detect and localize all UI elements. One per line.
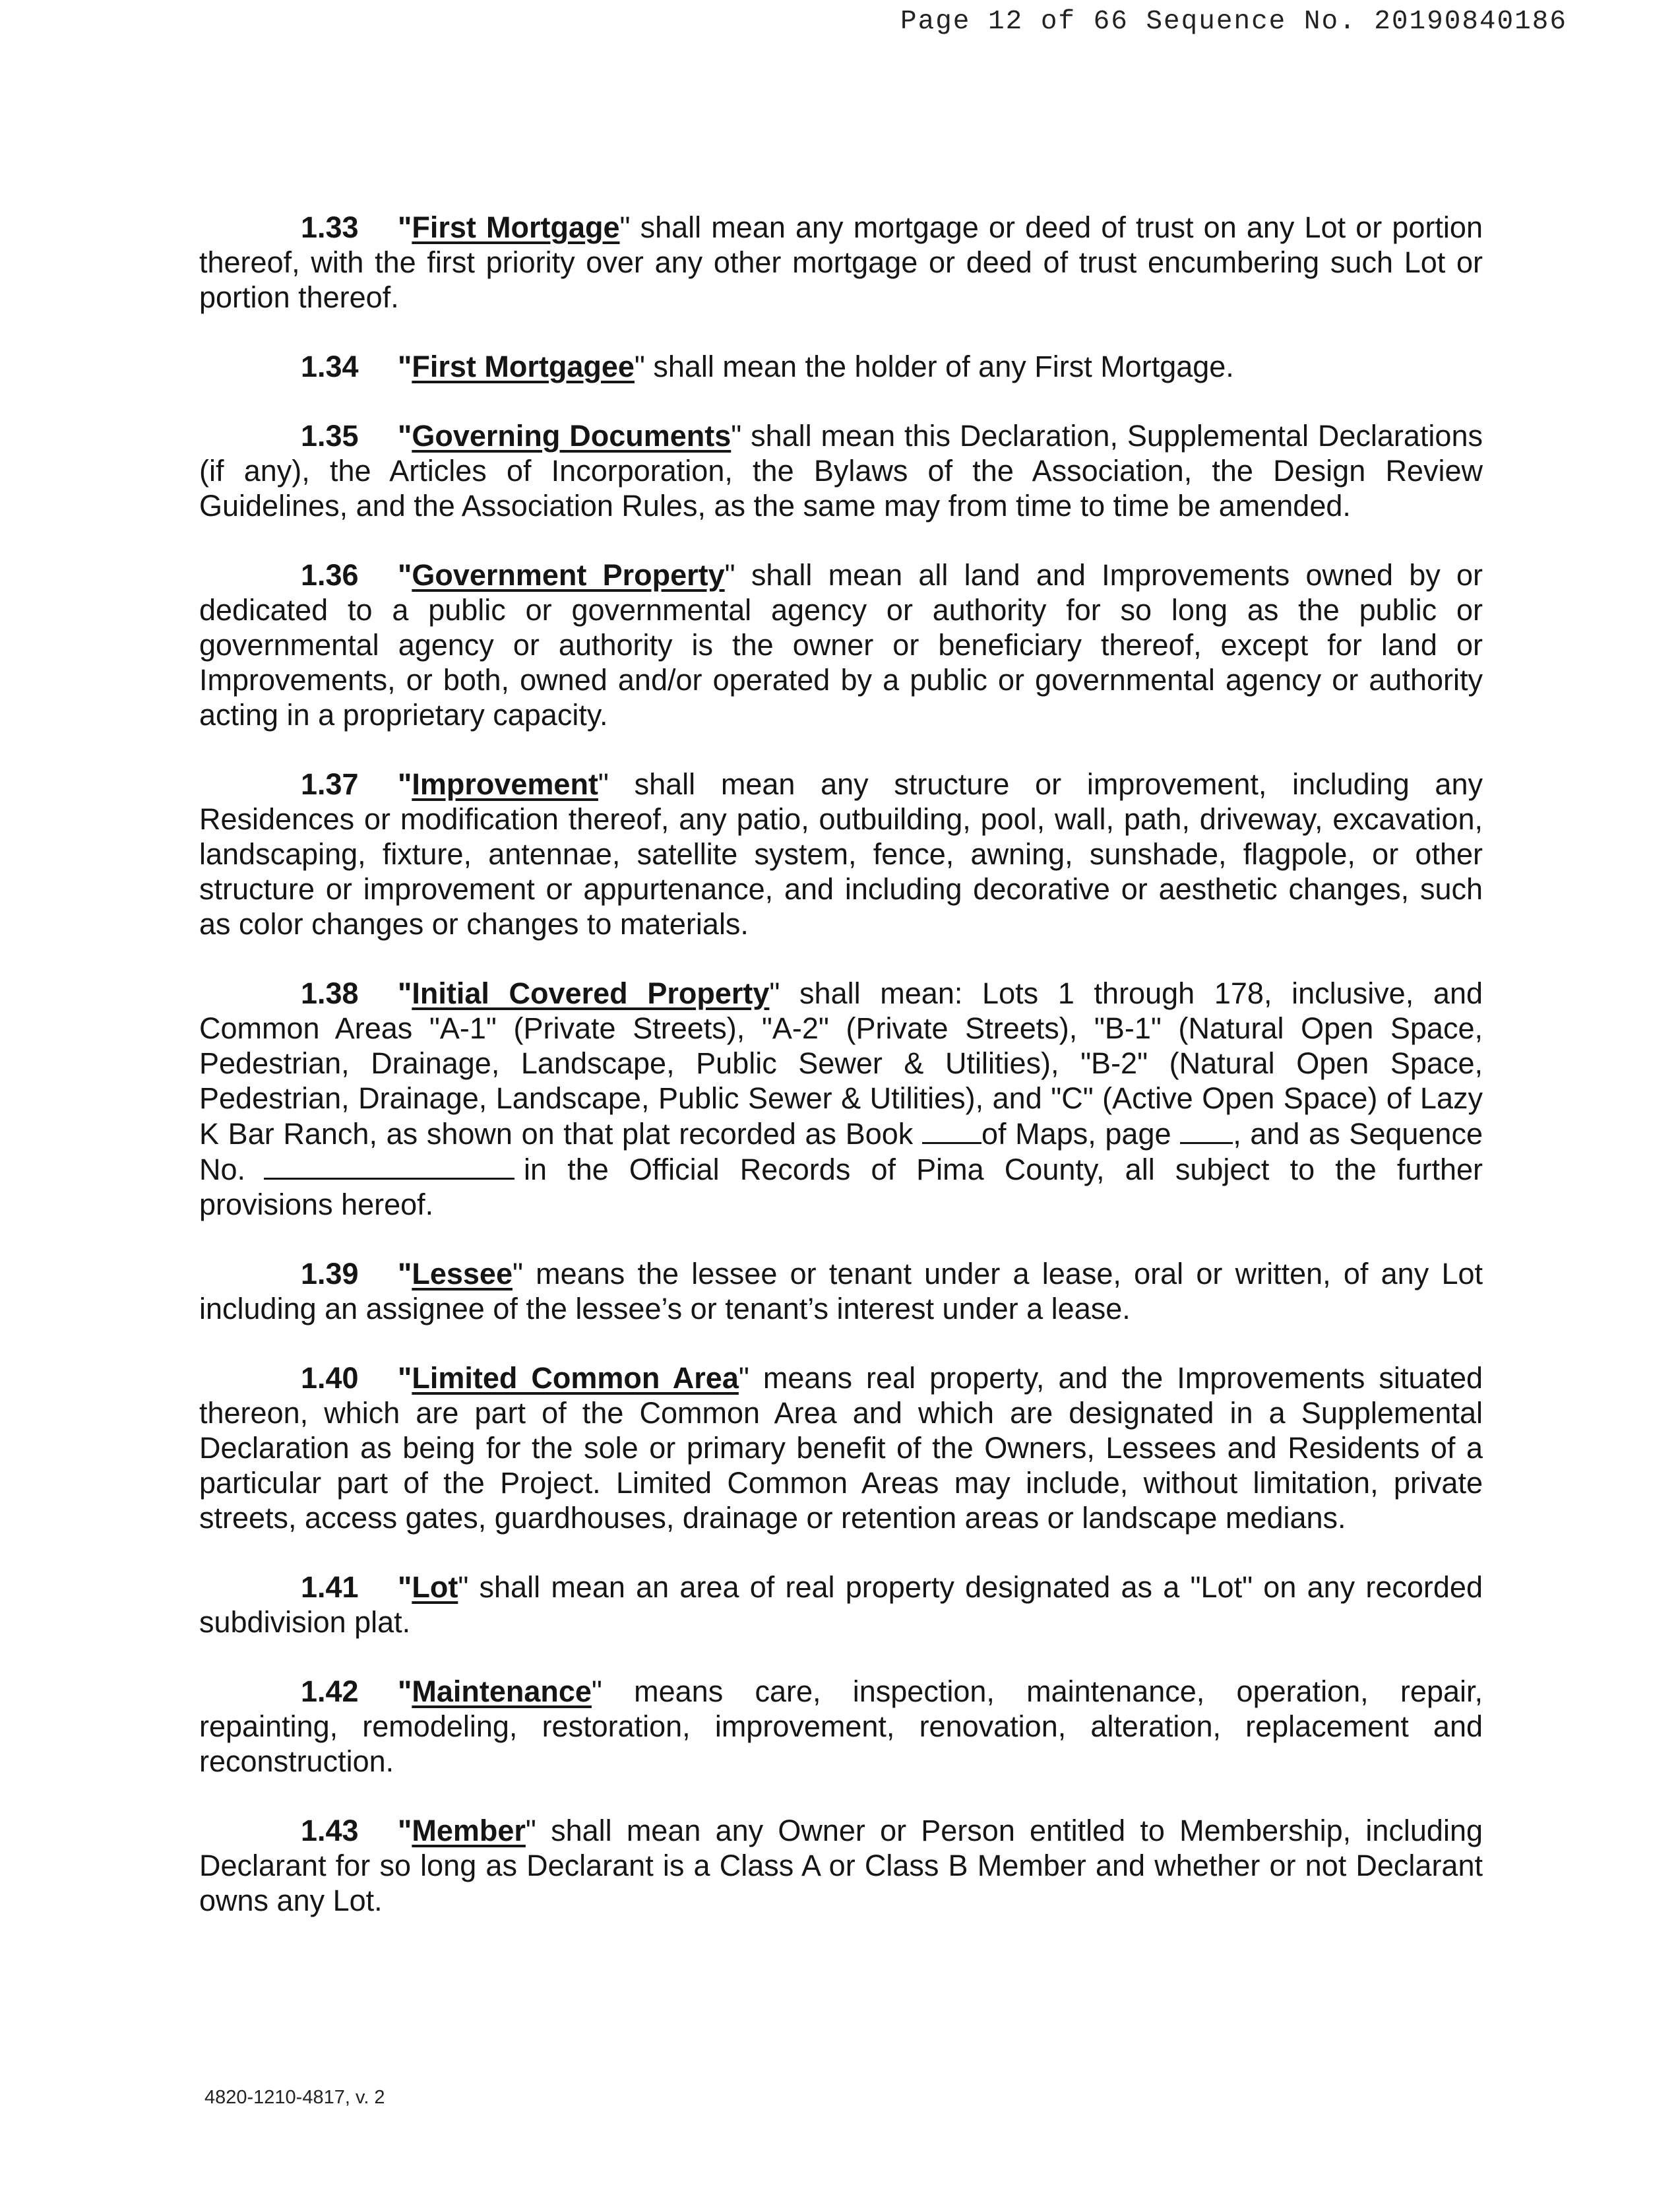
definition-text: " shall mean any Owner or Person entitled to Membership, including Declarant for so long as Declarant is a Class A or Class B Member and whether or not Declarant owns any Lot. [199,1814,1483,1917]
definition-1-42: 1.42 "Maintenance" means care, inspection, maintenance, operation, repair, repainting, remodeling, restoration, improvement, renovation, alteration, replacement and reconstruction. [199,1674,1483,1778]
definition-text: " shall mean any mortgage or deed of trust on any Lot or portion thereof, with the first priority over any other mortgage or deed of trust encumbering such Lot or portion thereof. [199,210,1483,314]
section-number: 1.41 [301,1570,359,1604]
defined-term: Initial Covered Property [412,976,770,1010]
definition-text: " shall mean all land and Improvements owned by or dedicated to a public or governmental agency or authority for so long as the public or governmental agency or authority is the owner or beneficiary thereof, except for land or Improvements, or both, owned and/or operated by a public or governmental agency or authority acting in a proprietary capacity. [199,558,1483,732]
defined-term: Member [412,1814,526,1847]
document-body [199,210,1483,1952]
definition-text: " means real property, and the Improvements situated thereon, which are part of the Common Area and which are designated in a Supplemental Declaration as being for the sole or primary benefit of the Owners, Lessees and Residents of a particular part of the Project. Limited Common Areas may include, without limitation, private streets, access gates, guardhouses, drainage or retention areas or landscape medians. [199,1361,1483,1535]
definition-1-34: 1.34 "First Mortgagee" shall mean the holder of any First Mortgage. [301,350,1234,383]
section-number: 1.38 [301,976,359,1010]
definition-text: " means care, inspection, maintenance, operation, repair, repainting, remodeling, restoration, improvement, renovation, alteration, replacement and reconstruction. [199,1674,1483,1778]
definition-text: " shall mean an area of real property designated as a "Lot" on any recorded subdivision plat. [199,1570,1483,1639]
defined-term: First Mortgage [412,210,620,244]
definition-1-37: 1.37 "Improvement" shall mean any structure or improvement, including any Residences or modification thereof, any patio, outbuilding, pool, wall, path, driveway, excavation, landscaping, fixture, antennae, satellite system, fence, awning, sunshade, flagpole, or other structure or improvement or appurtenance, and including decorative or aesthetic changes, such as color changes or changes to materials. [199,767,1483,941]
definition-text: " shall mean any structure or improvement, including any Residences or modification thereof, any patio, outbuilding, pool, wall, path, driveway, excavation, landscaping, fixture, antennae, satellite system, fence, awning, sunshade, flagpole, or other structure or improvement or appurtenance, and including decorative or aesthetic changes, such as color changes or changes to materials. [199,767,1483,941]
section-number: 1.34 [301,350,359,383]
definition-text: " means the lessee or tenant under a lease, oral or written, of any Lot including an assignee of the lessee’s or tenant’s interest under a lease. [199,1257,1483,1325]
defined-term: Improvement [412,767,598,801]
section-number: 1.40 [301,1361,359,1395]
section-number: 1.35 [301,419,359,453]
definition-1-40: 1.40 "Limited Common Area" means real property, and the Improvements situated thereon, which are part of the Common Area and which are designated in a Supplemental Declaration as being for the sole or primary benefit of the Owners, Lessees and Residents of a particular part of the Project. Limited Common Areas may include, without limitation, private streets, access gates, guardhouses, drainage or retention areas or landscape medians. [199,1361,1483,1535]
defined-term: Maintenance [412,1674,592,1708]
section-number: 1.33 [301,210,359,244]
page-sequence-header: Page 12 of 66 Sequence No. 20190840186 [900,7,1567,37]
page-number-blank [1180,1116,1233,1144]
definition-1-33: 1.33 "First Mortgage" shall mean any mortgage or deed of trust on any Lot or portion thereof, with the first priority over any other mortgage or deed of trust encumbering such Lot or portion thereof. [199,210,1483,314]
defined-term: Lessee [412,1257,513,1291]
sequence-number-blank [264,1151,514,1180]
section-number: 1.37 [301,767,359,801]
book-number-blank [922,1116,981,1144]
definition-text: " shall mean: Lots 1 through 178, inclusive, and Common Areas "A-1" (Private Streets), "A-2" (Private Streets), "B-1" (Natural Open Space, Pedestrian, Drainage, Landscape, Public Sewer & Utilities), "B-2" (Natural Open Space, Pedestrian, Drainage, Landscape, Public Sewer & Utilities), and "C" (Active Open Space) of Lazy K Bar Ranch, as shown on that plat recorded as Book [199,976,1483,1151]
document-id-footer: 4820-1210-4817, v. 2 [204,2087,385,2108]
definition-text: in the Official Records of Pima County, all subject to the further provisions hereof. [199,1153,1483,1221]
section-number: 1.42 [301,1674,359,1708]
defined-term: Government Property [412,558,725,592]
definition-1-41: 1.41 "Lot" shall mean an area of real property designated as a "Lot" on any recorded subdivision plat. [199,1570,1483,1639]
definition-text: of Maps, page [981,1117,1171,1151]
defined-term: First Mortgagee [412,350,635,383]
section-number: 1.36 [301,558,359,592]
defined-term: Lot [412,1570,458,1604]
definition-1-43: 1.43 "Member" shall mean any Owner or Person entitled to Membership, including Declarant for so long as Declarant is a Class A or Class B Member and whether or not Declarant owns any Lot. [199,1814,1483,1917]
definition-text: " shall mean this Declaration, Supplemental Declarations (if any), the Articles of Incorporation, the Bylaws of the Association, the Design Review Guidelines, and the Association Rules, as the same may from time to time be amended. [199,419,1483,523]
definition-1-36: 1.36 "Government Property" shall mean all land and Improvements owned by or dedicated to a public or governmental agency or authority for so long as the public or governmental agency or authority is the owner or beneficiary thereof, except for land or Improvements, or both, owned and/or operated by a public or governmental agency or authority acting in a proprietary capacity. [199,558,1483,732]
definition-text: , and as Sequence No. [199,1117,1483,1186]
defined-term: Governing Documents [412,419,731,453]
defined-term: Limited Common Area [412,1361,739,1395]
definition-1-38: 1.38 "Initial Covered Property" shall mean: Lots 1 through 178, inclusive, and Common Areas "A-1" (Private Streets), "A-2" (Private Streets), "B-1" (Natural Open Space, Pedestrian, Drainage, Landscape, Public Sewer & Utilities), "B-2" (Natural Open Space, Pedestrian, Drainage, Landscape, Public Sewer & Utilities), and "C" (Active Open Space) of Lazy K Bar Ranch, as shown on that plat recorded as Book of Maps, page , and as Sequence No. in the Official Records of Pima County, all subject to the further provisions hereof. [199,976,1483,1221]
definition-1-35: 1.35 "Governing Documents" shall mean this Declaration, Supplemental Declarations (if any), the Articles of Incorporation, the Bylaws of the Association, the Design Review Guidelines, and the Association Rules, as the same may from time to time be amended. [199,419,1483,523]
definition-text: " shall mean the holder of any First Mortgage. [634,350,1234,383]
section-number: 1.39 [301,1257,359,1291]
section-number: 1.43 [301,1814,359,1847]
definition-1-39: 1.39 "Lessee" means the lessee or tenant under a lease, oral or written, of any Lot including an assignee of the lessee’s or tenant’s interest under a lease. [199,1257,1483,1325]
